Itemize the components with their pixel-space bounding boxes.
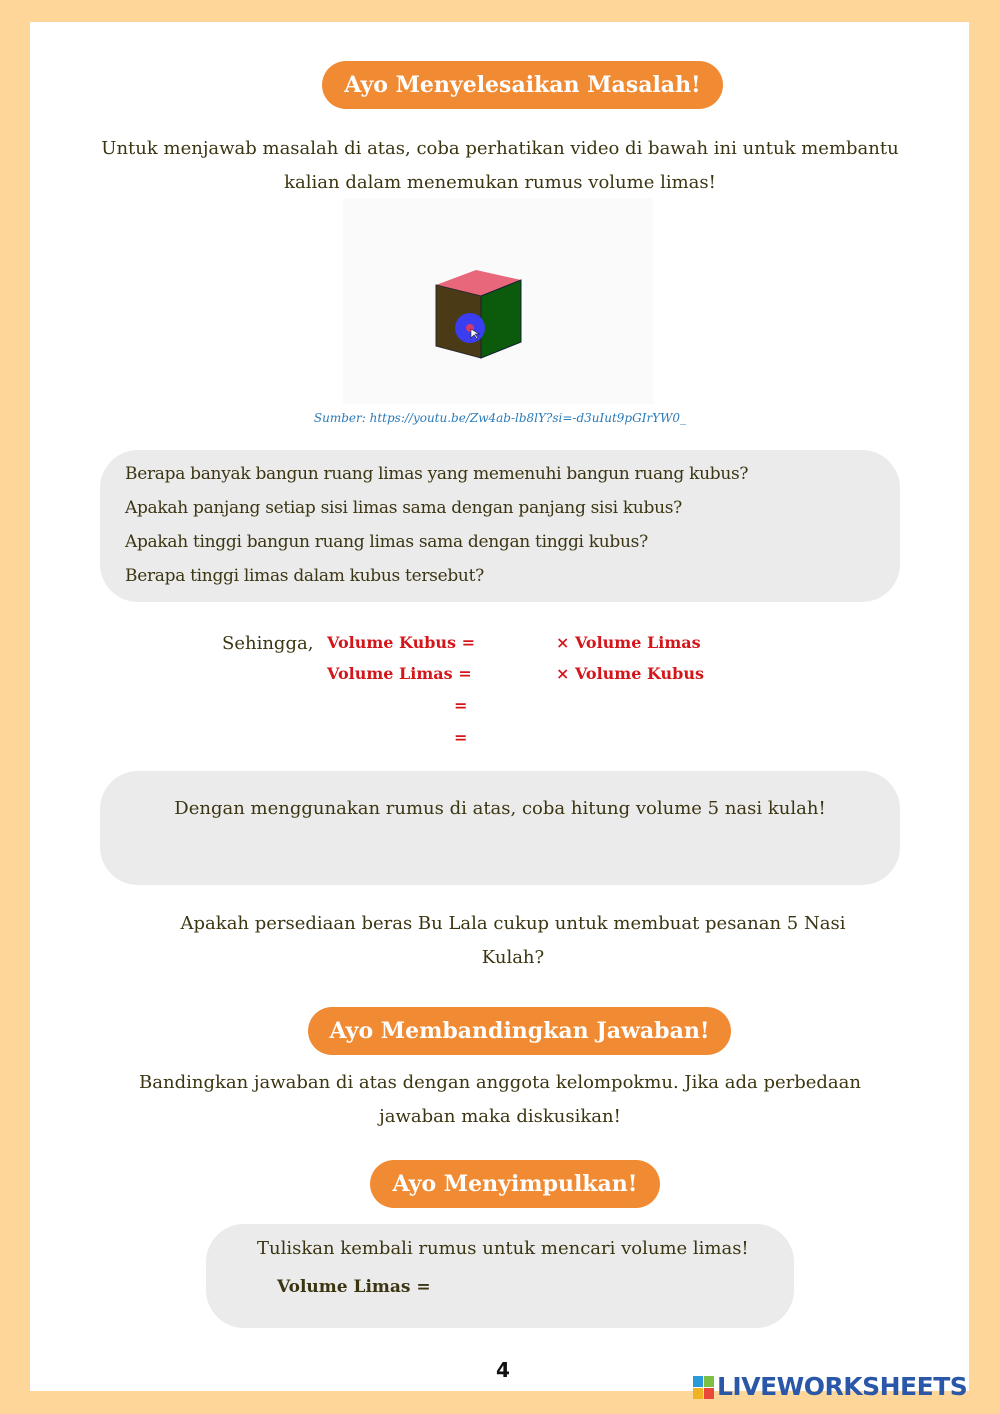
calc-prompt: Dengan menggunakan rumus di atas, coba hitung volume 5 nasi kulah! bbox=[174, 798, 826, 819]
rice-question: Apakah persediaan beras Bu Lala cukup untuk membuat pesanan 5 Nasi Kulah? bbox=[180, 913, 846, 968]
conclude-prompt: Tuliskan kembali rumus untuk mencari volume limas! bbox=[257, 1238, 749, 1259]
formula-line1-right: × Volume Limas bbox=[556, 633, 701, 652]
compare-text: Bandingkan jawaban di atas dengan anggota kelompokmu. Jika ada perbedaan jawaban maka diskusikan! bbox=[139, 1072, 861, 1127]
question-4: Berapa tinggi limas dalam kubus tersebut? bbox=[125, 566, 484, 586]
video-source-link[interactable]: Sumber: https://youtu.be/Zw4ab-lb8lY?si=-d3uIut9pGIrYW0_ bbox=[313, 411, 687, 425]
logo-blocks-icon bbox=[693, 1376, 715, 1400]
formula-line2-left: Volume Limas = bbox=[327, 664, 472, 683]
formula-line1-left: Volume Kubus = bbox=[327, 633, 475, 652]
page-number: 4 bbox=[496, 1358, 510, 1382]
cube-video-frame bbox=[343, 198, 653, 404]
section-title-solve: Ayo Menyelesaikan Masalah! bbox=[322, 61, 723, 109]
logo-text: LIVEWORKSHEETS bbox=[717, 1372, 968, 1401]
calc-box bbox=[100, 771, 900, 885]
formula-line2-right: × Volume Kubus bbox=[556, 664, 704, 683]
question-1: Berapa banyak bangun ruang limas yang memenuhi bangun ruang kubus? bbox=[125, 464, 749, 484]
intro-text: Untuk menjawab masalah di atas, coba perhatikan video di bawah ini untuk membantu kalian dalam menemukan rumus volume limas! bbox=[101, 138, 899, 193]
question-2: Apakah panjang setiap sisi limas sama dengan panjang sisi kubus? bbox=[125, 498, 682, 518]
video-player[interactable] bbox=[343, 198, 653, 404]
question-3: Apakah tinggi bangun ruang limas sama dengan tinggi kubus? bbox=[125, 532, 648, 552]
formula-eq-1: = bbox=[454, 696, 468, 715]
sehingga-label: Sehingga, bbox=[222, 633, 314, 654]
conclude-label: Volume Limas = bbox=[277, 1277, 431, 1297]
section-title-compare: Ayo Membandingkan Jawaban! bbox=[308, 1007, 731, 1055]
formula-eq-2: = bbox=[454, 728, 468, 747]
section-title-conclude: Ayo Menyimpulkan! bbox=[370, 1160, 660, 1208]
